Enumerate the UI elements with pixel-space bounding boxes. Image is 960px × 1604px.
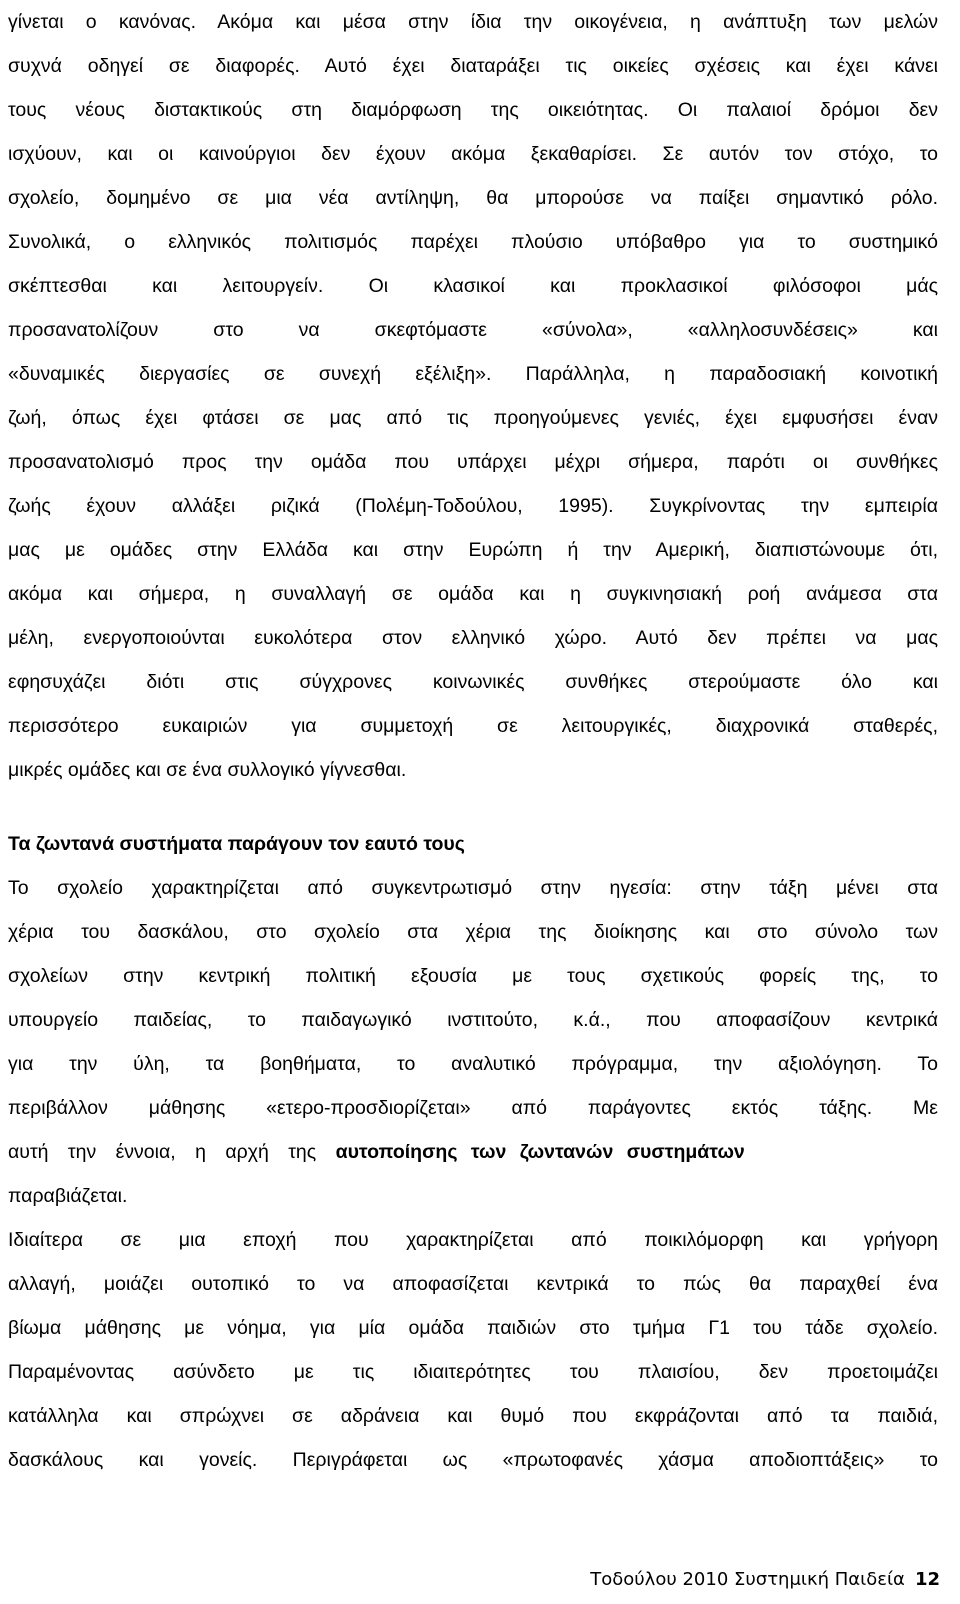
- text-line: προσανατολίζουν στο να σκεφτόμαστε «σύνολα», «αλληλοσυνδέσεις» και: [8, 319, 938, 341]
- text-line: αλλαγή, μοιάζει ουτοπικό το να αποφασίζεται κεντρικά το πώς θα παραχθεί ένα: [8, 1273, 938, 1295]
- text-line: μας με ομάδες στην Ελλάδα και στην Ευρώπη ή την Αμερική, διαπιστώνουμε ότι,: [8, 539, 938, 561]
- text-segment: αυτή την έννοια, η αρχή της: [8, 1141, 336, 1163]
- text-line: περιβάλλον μάθησης «ετερο-προσδιορίζεται» από παράγοντες εκτός τάξης. Με: [8, 1097, 938, 1119]
- text-line: «δυναμικές διεργασίες σε συνεχή εξέλιξη». Παράλληλα, η παραδοσιακή κοινοτική: [8, 363, 938, 385]
- text-line: ζωής έχουν αλλάξει ριζικά (Πολέμη-Τοδούλου, 1995). Συγκρίνοντας την εμπειρία: [8, 495, 938, 517]
- text-line-mixed: [8, 1130, 938, 1174]
- text-line: ζωή, όπως έχει φτάσει σε μας από τις προηγούμενες γενιές, έχει εμφυσήσει έναν: [8, 407, 938, 429]
- section-heading: Τα ζωντανά συστήματα παράγουν τον εαυτό τους: [8, 833, 465, 855]
- text-line: χέρια του δασκάλου, στο σχολείο στα χέρια της διοίκησης και στο σύνολο των: [8, 921, 938, 943]
- text-line: υπουργείο παιδείας, το παιδαγωγικό ινστιτούτο, κ.ά., που αποφασίζουν κεντρικά: [8, 1009, 938, 1031]
- footer-text: Τοδούλου 2010 Συστημική Παιδεία: [590, 1569, 905, 1590]
- text-line: ακόμα και σήμερα, η συναλλαγή σε ομάδα και η συγκινησιακή ροή ανάμεσα στα: [8, 583, 938, 605]
- text-line: σχολείων στην κεντρική πολιτική εξουσία με τους σχετικούς φορείς της, το: [8, 965, 938, 987]
- text-line: για την ύλη, τα βοηθήματα, το αναλυτικό πρόγραμμα, την αξιολόγηση. Το: [8, 1053, 938, 1075]
- text-line: μικρές ομάδες και σε ένα συλλογικό γίγνεσθαι.: [8, 759, 407, 781]
- text-line: κατάλληλα και σπρώχνει σε αδράνεια και θυμό που εκφράζονται από τα παιδιά,: [8, 1405, 938, 1427]
- text-line: δασκάλους και γονείς. Περιγράφεται ως «πρωτοφανές χάσμα αποδιοπτάξεις» το: [8, 1449, 938, 1471]
- text-line: σκέπτεσθαι και λειτουργείν. Οι κλασικοί και προκλασικοί φιλόσοφοι μάς: [8, 275, 938, 297]
- text-line: εφησυχάζει διότι στις σύγχρονες κοινωνικές συνθήκες στερούμαστε όλο και: [8, 671, 938, 693]
- text-line: Το σχολείο χαρακτηρίζεται από συγκεντρωτισμό στην ηγεσία: στην τάξη μένει στα: [8, 877, 938, 899]
- text-line: παραβιάζεται.: [8, 1185, 128, 1207]
- text-line: Ιδιαίτερα σε μια εποχή που χαρακτηρίζεται από ποικιλόμορφη και γρήγορη: [8, 1229, 938, 1251]
- page-footer: [590, 1562, 940, 1598]
- text-line: μέλη, ενεργοποιούνται ευκολότερα στον ελληνικό χώρο. Αυτό δεν πρέπει να μας: [8, 627, 938, 649]
- text-line: ισχύουν, και οι καινούργιοι δεν έχουν ακόμα ξεκαθαρίσει. Σε αυτόν τον στόχο, το: [8, 143, 938, 165]
- text-line: τους νέους διστακτικούς στη διαμόρφωση της οικειότητας. Οι παλαιοί δρόμοι δεν: [8, 99, 938, 121]
- text-line: συχνά οδηγεί σε διαφορές. Αυτό έχει διαταράξει τις οικείες σχέσεις και έχει κάνει: [8, 55, 938, 77]
- text-line: Παραμένοντας ασύνδετο με τις ιδιαιτερότητες του πλαισίου, δεν προετοιμάζει: [8, 1361, 938, 1383]
- text-line: σχολείο, δομημένο σε μια νέα αντίληψη, θα μπορούσε να παίξει σημαντικό ρόλο.: [8, 187, 938, 209]
- text-line: Συνολικά, ο ελληνικός πολιτισμός παρέχει πλούσιο υπόβαθρο για το συστημικό: [8, 231, 938, 253]
- page-number: 12: [914, 1569, 940, 1590]
- bold-term: αυτοποίησης των ζωντανών συστημάτων: [335, 1141, 745, 1163]
- text-line: περισσότερο ευκαιριών για συμμετοχή σε λειτουργικές, διαχρονικά σταθερές,: [8, 715, 938, 737]
- text-line: γίνεται ο κανόνας. Ακόμα και μέσα στην ίδια την οικογένεια, η ανάπτυξη των μελών: [8, 11, 938, 33]
- text-line: προσανατολισμό προς την ομάδα που υπάρχει μέχρι σήμερα, παρότι οι συνθήκες: [8, 451, 938, 473]
- text-line: βίωμα μάθησης με νόημα, για μία ομάδα παιδιών στο τμήμα Γ1 του τάδε σχολείο.: [8, 1317, 938, 1339]
